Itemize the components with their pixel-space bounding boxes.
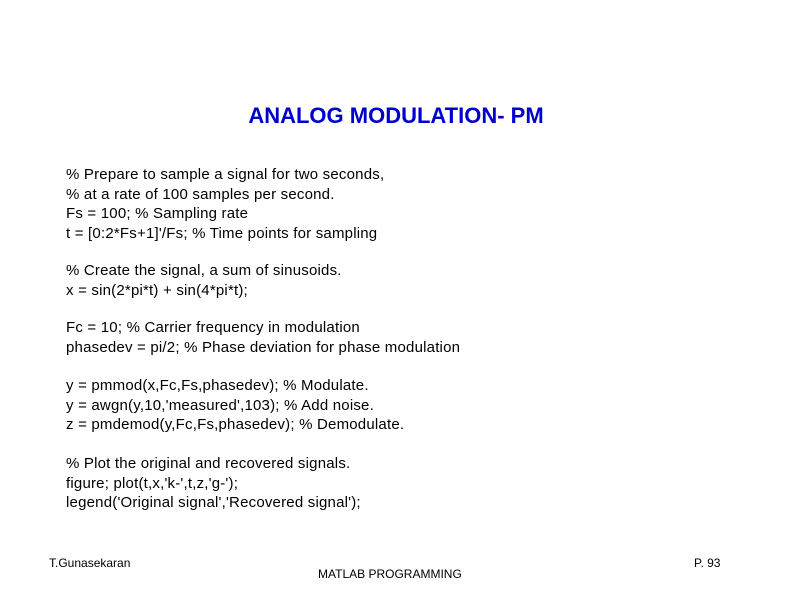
code-line: y = awgn(y,10,'measured',103); % Add noise. [66,396,374,414]
footer-author: T.Gunasekaran [49,556,131,570]
code-line: t = [0:2*Fs+1]'/Fs; % Time points for sampling [66,224,378,242]
code-block-sampling [66,165,384,243]
footer-course: MATLAB PROGRAMMING [318,567,462,581]
code-line: % Prepare to sample a signal for two seconds, [66,166,385,183]
code-line: legend('Original signal','Recovered signal'); [66,494,361,511]
code-line: x = sin(2*pi*t) + sin(4*pi*t); [66,281,248,299]
code-line: z = pmdemod(y,Fc,Fs,phasedev); % Demodulate. [66,416,405,433]
code-line: phasedev = pi/2; % Phase deviation for phase modulation [66,338,461,356]
footer-page-number: P. 93 [694,556,721,570]
code-block-modulation [66,376,404,435]
code-line: y = pmmod(x,Fc,Fs,phasedev); % Modulate. [66,377,369,394]
code-line: % Create the signal, a sum of sinusoids. [66,262,342,279]
code-line: % Plot the original and recovered signals. [66,455,351,472]
code-block-carrier [66,318,460,357]
code-block-plot [66,454,361,513]
code-line: Fs = 100; % Sampling rate [66,205,249,222]
slide-title: ANALOG MODULATION- PM [248,103,544,128]
code-line: Fc = 10; % Carrier frequency in modulation [66,319,360,336]
code-line: % at a rate of 100 samples per second. [66,185,335,203]
code-block-signal [66,261,342,300]
code-line: figure; plot(t,x,'k-',t,z,'g-'); [66,474,239,492]
